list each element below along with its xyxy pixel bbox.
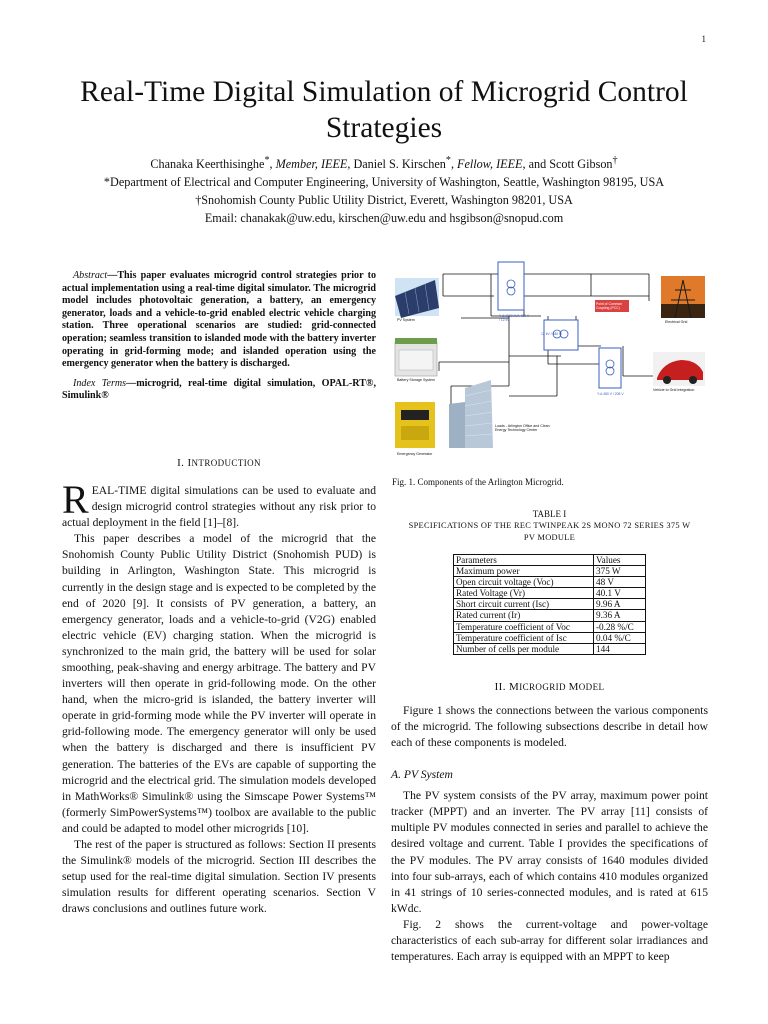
figure-1-caption: Fig. 1. Components of the Arlington Microgrid. (392, 477, 564, 487)
label-transformer-1: Y-Δ 1000 kVA 480 V / 12 kV (499, 314, 530, 322)
table-header-cell: Parameters (454, 555, 594, 566)
pv-paragraph-2: Fig. 2 shows the current-voltage and power-voltage characteristics of each sub-array for different solar irradiances and temperatures. Each array is equipped with an MPPT to keep (391, 917, 708, 964)
index-terms-lead: Index Terms (73, 377, 127, 389)
author-1-comma: , (269, 157, 273, 172)
author-1-title: Member, IEEE, (275, 157, 351, 172)
author-3-mark: † (612, 155, 618, 166)
value-cell: 375 W (594, 566, 646, 577)
abstract (62, 270, 376, 371)
author-2: Daniel S. Kirschen (350, 157, 446, 172)
section-1-num: I. I (177, 456, 192, 469)
parameter-cell: Maximum power (454, 566, 594, 577)
value-cell: 9.36 A (594, 610, 646, 621)
value-cell: 9.96 A (594, 599, 646, 610)
table-label: TABLE I (532, 509, 567, 519)
index-terms-text: —microgrid, real-time digital simulation, OPAL-RT®, Simulink® (62, 377, 376, 402)
section-1-rest: NTRODUCTION (191, 457, 261, 468)
author-1-mark: * (264, 155, 270, 166)
label-pcc: Point of Common Coupling (PCC) (596, 302, 623, 310)
author-2-mark: * (445, 155, 451, 166)
author-1: Chanaka Keerthisinghe (150, 157, 265, 172)
introduction-text (62, 476, 376, 918)
transformer-1 (498, 262, 524, 310)
section-2-rest-b: ODEL (578, 681, 605, 692)
table-row (454, 566, 646, 577)
section-1-heading (62, 457, 376, 469)
intro-paragraph-1 (62, 476, 376, 531)
parameter-cell: Temperature coefficient of Isc (454, 632, 594, 643)
table-row (454, 588, 646, 599)
table-row (454, 577, 646, 588)
intro-p1-text: EAL-TIME digital simulations can be used to evaluate and design microgrid control strategies without any risk prior to actual deployment in the field [1]–[8]. (62, 483, 376, 530)
label-battery-storage: Battery Storage System (397, 378, 435, 382)
author-2-title: Fellow, IEEE, (457, 157, 526, 172)
pv-system-text (391, 788, 708, 965)
index-terms (62, 378, 376, 403)
author-block (40, 152, 728, 227)
section-2-paragraph-1: Figure 1 shows the connections between the various components of the microgrid. The following subsections describe in detail how each of these components is modeled. (391, 703, 708, 750)
parameter-cell: Temperature coefficient of Voc (454, 621, 594, 632)
affiliation-snopud: †Snohomish County Public Utility District, Everett, Washington 98201, USA (195, 193, 573, 208)
parameter-cell: Short circuit current (Isc) (454, 599, 594, 610)
page-number: 1 (701, 34, 706, 44)
section-2-m: M (568, 680, 579, 693)
value-cell: -0.28 %/C (594, 621, 646, 632)
v2g-car-image (653, 352, 705, 386)
figure-1-diagram (391, 256, 708, 461)
parameter-cell: Rated current (Ir) (454, 610, 594, 621)
pv-paragraph-1: The PV system consists of the PV array, maximum power point tracker (MPPT) and an inverter. The PV array [11] consists of multiple PV modules connected in series and parallel to achieve the desired voltage and current. Table I provides the specifications of the PV modules. The PV array consists of 1640 modules divided into four sub-arrays, each of which contains 410 modules organized in 41 strings of 10 series-connected modules, and is rated at 615 kWdc. (391, 789, 708, 915)
table-title-line-1: SPECIFICATIONS OF THE REC TWINPEAK 2S MONO 72 SERIES 375 W (408, 521, 691, 530)
value-cell: 144 (594, 643, 646, 654)
label-transformer-3: Y-Δ 480 V / 208 V (597, 392, 624, 396)
table-row (454, 621, 646, 632)
table-row (454, 610, 646, 621)
table-title (391, 520, 708, 544)
author-line (40, 152, 728, 173)
value-cell: 0.04 %/C (594, 632, 646, 643)
section-2-num: II. M (494, 680, 520, 693)
intro-paragraph-3: The rest of the paper is structured as follows: Section II presents the Simulink® models of the microgrid. Section III describes the setup used for the real-time digital simulation. Section IV presents simulation results for different operating scenarios. Section V draws conclusions and outlines future work. (62, 838, 376, 916)
intro-paragraph-2: This paper describes a model of the microgrid that the Snohomish County Public Utility District (Snohomish PUD) is building in Arlington, Washington State. This microgrid is currently in the design stage and is expected to be completed by the end of 2020 [9]. It consists of PV generation, a battery, an emergency generator, loads and a vehicle-to-grid (V2G) enabled electric vehicle (EV) charging station. When the microgrid is synchronized to the main grid, the battery will be used for solar smoothing, peak-shaving and energy arbitrage. The battery and PV inverters will then operate in grid-following mode. On the other hand, when the micro-grid is islanded, the battery inverter will operate in grid-forming mode while the PV inverter will operate in grid-following mode. The emergency generator will only be used when the battery is discharged and there is insufficient PV generation. The batteries of the EVs are capable of supporting the microgrid and the electrical grid. The simulation models developed in MathWorks® Simulink® using the Simscape Power Systems™ (formerly SimPowerSystems™) toolbox are available to the public and could be adapted to model other microgrids [10]. (62, 532, 376, 835)
right-column (391, 256, 708, 965)
left-column (62, 270, 376, 917)
value-cell: 40.1 V (594, 588, 646, 599)
electrical-grid-image (661, 276, 705, 318)
table-header-row (454, 555, 646, 566)
abstract-lead: Abstract (73, 270, 108, 281)
abstract-text: —This paper evaluates microgrid control strategies prior to actual implementation using a real-time digital simulator. The microgrid model includes photovoltaic generation, a battery, an emergency generator, loads and a vehicle-to-grid enabled electric vehicle charging station. Three operational scenarios are studied: grid-connected operation; seamless transition to islanded mode with the battery inverter operating in grid-forming mode; and islanded operation using the emergency generator when the battery is discharged. (62, 270, 376, 370)
label-electrical-grid: Electrical Grid (665, 320, 688, 324)
paper-title: Real-Time Digital Simulation of Microgrid Control Strategies (80, 76, 688, 144)
emergency-generator-image (395, 402, 435, 448)
pv-spec-table (453, 554, 646, 655)
table-row (454, 632, 646, 643)
battery-storage-image (395, 338, 437, 376)
table-header-cell: Values (594, 555, 646, 566)
parameter-cell: Number of cells per module (454, 643, 594, 654)
parameter-cell: Open circuit voltage (Voc) (454, 577, 594, 588)
section-2-text (391, 703, 708, 751)
table-row (454, 643, 646, 654)
author-2-comma: , (450, 157, 454, 172)
table-title-line-2: PV MODULE (523, 533, 576, 542)
author-emails: Email: chanakak@uw.edu, kirschen@uw.edu and hsgibson@snopud.com (204, 211, 564, 226)
label-pcc-transformer: 12 kV / 480 V (541, 332, 562, 336)
drop-cap: R (62, 476, 89, 522)
label-v2g: Vehicle to Grid Integration (653, 388, 695, 392)
section-2-heading (391, 681, 708, 693)
author-3: and Scott Gibson (525, 157, 613, 172)
table-row (454, 599, 646, 610)
subsection-a-heading: A. PV System (391, 768, 453, 782)
parameter-cell: Rated Voltage (Vr) (454, 588, 594, 599)
label-loads: Loads - Arlington Office and Clean Energy Technology Center (495, 424, 550, 432)
pv-panel-image (395, 278, 439, 318)
label-pv-system: PV System (397, 318, 415, 322)
affiliation-uw: *Department of Electrical and Computer Engineering, University of Washington, Seattle, Washington 98195, USA (103, 175, 665, 190)
section-2-rest-a: ICROGRID (519, 681, 569, 692)
office-building-image (449, 380, 493, 448)
value-cell: 48 V (594, 577, 646, 588)
label-emergency-generator: Emergency Generator (397, 452, 433, 456)
